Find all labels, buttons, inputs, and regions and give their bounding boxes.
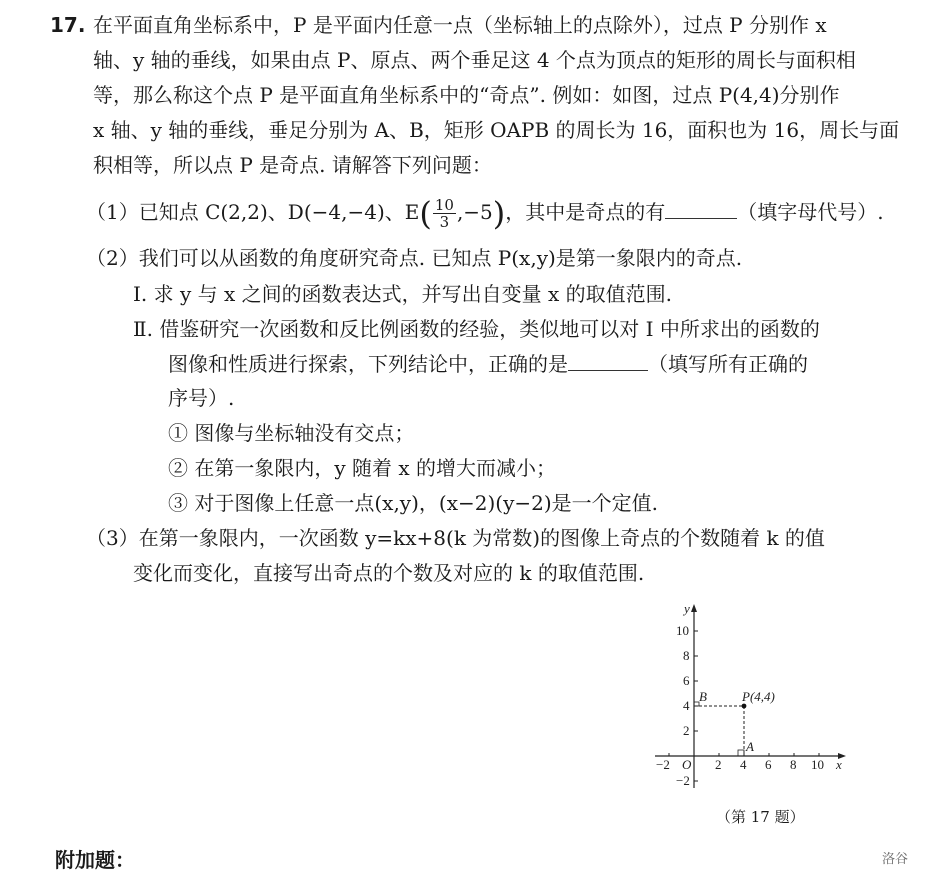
x-tick-neg2: −2: [656, 757, 670, 772]
part1-hint: （填字母代号）.: [737, 200, 884, 224]
part1-before: （1）已知点 C(2,2)、D(−4,−4)、E: [86, 200, 420, 224]
answer-blank-2[interactable]: [568, 352, 648, 371]
extra-title: 附加题：: [55, 848, 135, 872]
label-a: A: [746, 739, 754, 754]
figure-caption: （第 17 题）: [716, 808, 805, 826]
x-tick-6: 6: [765, 757, 772, 772]
answer-blank-1[interactable]: [665, 200, 737, 219]
part2-line: （2）我们可以从函数的角度研究奇点. 已知点 P(x,y)是第一象限内的奇点.: [86, 246, 743, 270]
problem-number: 17.: [50, 13, 86, 37]
y-tick-8: 8: [683, 648, 690, 663]
y-tick-6: 6: [683, 673, 690, 688]
coordinate-figure: [650, 598, 850, 793]
option-1: ① 图像与坐标轴没有交点；: [168, 421, 415, 445]
part2-ii-line-3: 序号）.: [168, 386, 235, 410]
part1-line: （1）已知点 C(2,2)、D(−4,−4)、E( $\frac{10}{3}$ ,−5)，其中是奇点的有 （填字母代号）.: [86, 194, 884, 233]
part3-line-1: （3）在第一象限内，一次函数 y=kx+8(k 为常数)的图像上奇点的个数随着 k 的值: [86, 526, 825, 550]
part2-ii-line-1: Ⅱ. 借鉴研究一次函数和反比例函数的经验，类似地可以对 Ⅰ 中所求出的函数的: [133, 317, 820, 341]
label-b: B: [699, 689, 707, 704]
y-axis-arrow-icon: [691, 604, 697, 612]
part3-line-2: 变化而变化，直接写出奇点的个数及对应的 k 的取值范围.: [133, 561, 645, 585]
intro-line-1: 在平面直角坐标系中，P 是平面内任意一点（坐标轴上的点除外），过点 P 分别作 x: [93, 13, 827, 37]
point-p-label: P(4,4): [742, 689, 775, 704]
right-angle-a: [738, 750, 744, 756]
y-tick-10: 10: [676, 623, 689, 638]
watermark: 洛谷: [882, 852, 909, 867]
fraction: $\frac{10}{3}$: [434, 196, 454, 231]
point-p: [742, 704, 747, 709]
axis-y-label: y: [684, 601, 690, 616]
x-tick-8: 8: [790, 757, 797, 772]
part2-i: Ⅰ. 求 y 与 x 之间的函数表达式，并写出自变量 x 的取值范围.: [133, 282, 672, 306]
origin-label: O: [682, 757, 692, 772]
intro-line-2: 轴、y 轴的垂线，如果由点 P、原点、两个垂足这 4 个点为顶点的矩形的周长与面积相: [93, 48, 856, 72]
axis-x-label: x: [836, 757, 842, 772]
option-3: ③ 对于图像上任意一点(x,y)，(x−2)(y−2)是一个定值.: [168, 491, 659, 515]
x-tick-4: 4: [740, 757, 747, 772]
option-2: ② 在第一象限内，y 随着 x 的增大而减小；: [168, 456, 557, 480]
y-tick-neg2: −2: [676, 773, 690, 788]
intro-line-4: x 轴、y 轴的垂线，垂足分别为 A、B，矩形 OAPB 的周长为 16，面积也为 16，周长与面: [93, 118, 900, 142]
part1-tail: ，其中是奇点的有: [505, 200, 666, 224]
y-tick-4: 4: [683, 698, 690, 713]
part2-ii-line-2: 图像和性质进行探索，下列结论中，正确的是 （填写所有正确的: [168, 352, 808, 376]
intro-line-5: 积相等，所以点 P 是奇点. 请解答下列问题：: [93, 153, 492, 177]
x-tick-10: 10: [811, 757, 824, 772]
intro-line-3: 等，那么称这个点 P 是平面直角坐标系中的“奇点”. 例如：如图，过点 P(4,4)分别作: [93, 83, 840, 107]
x-tick-2: 2: [715, 757, 722, 772]
y-tick-2: 2: [683, 723, 690, 738]
